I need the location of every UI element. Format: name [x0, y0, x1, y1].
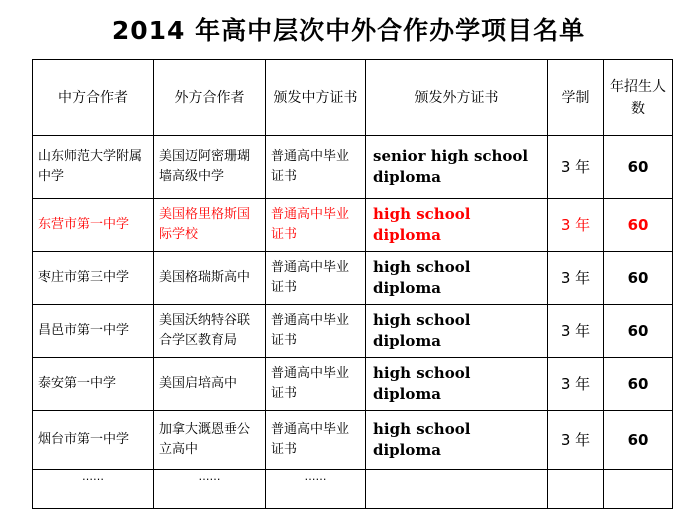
empty-cell — [366, 470, 548, 509]
cell-cn-certificate: 普通高中毕业证书 — [266, 199, 366, 252]
cell-foreign-partner: 加拿大溉恩垂公立高中 — [154, 411, 266, 470]
cell-foreign-certificate: high school diploma — [366, 358, 548, 411]
project-table — [32, 59, 673, 509]
cell-enrollment: 60 — [604, 305, 673, 358]
cell-cn-certificate: 普通高中毕业证书 — [266, 252, 366, 305]
table-row — [33, 199, 673, 252]
cell-foreign-partner: 美国迈阿密珊瑚墙高级中学 — [154, 136, 266, 199]
header-cn-certificate: 颁发中方证书 — [266, 60, 366, 136]
header-cn-partner: 中方合作者 — [33, 60, 154, 136]
table-row — [33, 358, 673, 411]
table-row — [33, 411, 673, 470]
empty-cell — [548, 470, 604, 509]
cell-duration: 3 年 — [548, 136, 604, 199]
cell-cn-partner: 烟台市第一中学 — [33, 411, 154, 470]
ellipsis-foreign-partner: …… — [154, 470, 266, 509]
empty-cell — [604, 470, 673, 509]
table-continuation-row — [33, 470, 673, 509]
cell-cn-partner: 昌邑市第一中学 — [33, 305, 154, 358]
cell-cn-certificate: 普通高中毕业证书 — [266, 305, 366, 358]
cell-foreign-certificate: high school diploma — [366, 199, 548, 252]
cell-enrollment: 60 — [604, 136, 673, 199]
table-header-row — [33, 60, 673, 136]
cell-foreign-partner: 美国启培高中 — [154, 358, 266, 411]
table-row — [33, 252, 673, 305]
cell-cn-partner: 山东师范大学附属中学 — [33, 136, 154, 199]
header-duration: 学制 — [548, 60, 604, 136]
ellipsis-cn-partner: …… — [33, 470, 154, 509]
cell-cn-certificate: 普通高中毕业证书 — [266, 411, 366, 470]
cell-foreign-certificate: high school diploma — [366, 252, 548, 305]
cell-foreign-partner: 美国格瑞斯高中 — [154, 252, 266, 305]
cell-enrollment: 60 — [604, 411, 673, 470]
cell-cn-partner: 枣庄市第三中学 — [33, 252, 154, 305]
cell-duration: 3 年 — [548, 411, 604, 470]
table-row — [33, 136, 673, 199]
cell-duration: 3 年 — [548, 252, 604, 305]
ellipsis-cn-certificate: …… — [266, 470, 366, 509]
cell-foreign-partner: 美国格里格斯国际学校 — [154, 199, 266, 252]
cell-foreign-partner: 美国沃纳特谷联合学区教育局 — [154, 305, 266, 358]
cell-foreign-certificate: senior high school diploma — [366, 136, 548, 199]
header-foreign-partner: 外方合作者 — [154, 60, 266, 136]
header-foreign-certificate: 颁发外方证书 — [366, 60, 548, 136]
cell-cn-certificate: 普通高中毕业证书 — [266, 358, 366, 411]
page-title: 2014 年高中层次中外合作办学项目名单 — [111, 16, 586, 45]
cell-enrollment: 60 — [604, 252, 673, 305]
cell-duration: 3 年 — [548, 305, 604, 358]
cell-foreign-certificate: high school diploma — [366, 305, 548, 358]
cell-duration: 3 年 — [548, 358, 604, 411]
cell-cn-certificate: 普通高中毕业证书 — [266, 136, 366, 199]
cell-cn-partner: 东营市第一中学 — [33, 199, 154, 252]
cell-foreign-certificate: high school diploma — [366, 411, 548, 470]
cell-cn-partner: 泰安第一中学 — [33, 358, 154, 411]
header-enrollment: 年招生人数 — [604, 60, 673, 136]
table-row — [33, 305, 673, 358]
cell-enrollment: 60 — [604, 199, 673, 252]
cell-duration: 3 年 — [548, 199, 604, 252]
cell-enrollment: 60 — [604, 358, 673, 411]
